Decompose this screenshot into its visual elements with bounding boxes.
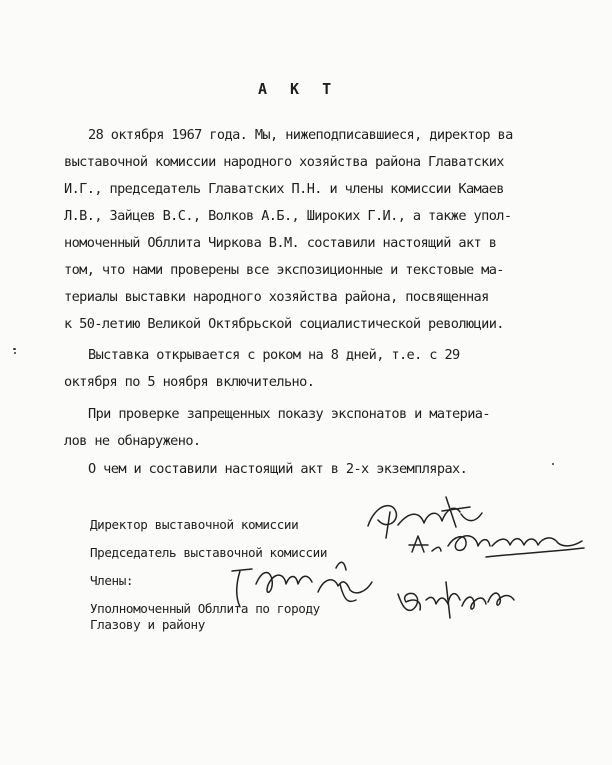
members-label: Члены: xyxy=(90,573,134,588)
body-line-12: лов не обнаружено. xyxy=(64,433,201,449)
director-label: Директор выставочной комиссии xyxy=(90,517,299,532)
scan-speck xyxy=(13,348,16,350)
body-line-10: октября по 5 ноября включительно. xyxy=(64,374,315,390)
commissioner-label-line-1: Уполномоченный Обллита по городу xyxy=(90,601,320,616)
document-title: А К Т xyxy=(258,80,339,98)
scan-speck xyxy=(552,463,554,465)
body-line-13: О чем и составили настоящий акт в 2-х экземплярах. xyxy=(88,461,468,477)
body-line-9: Выставка открывается с роком на 8 дней, т.е. с 29 xyxy=(88,347,460,363)
director-signature xyxy=(368,497,482,538)
body-line-3: И.Г., председатель Главатских П.Н. и члены комиссии Камаев xyxy=(64,181,504,197)
body-line-2: выставочной комиссии народного хозяйства района Главатских xyxy=(64,154,504,170)
body-line-11: При проверке запрещенных показу экспонатов и материа- xyxy=(88,406,490,422)
body-line-4: Л.В., Зайцев В.С., Волков А.Б., Широких Г.И., а также упол- xyxy=(64,208,512,224)
commissioner-signature xyxy=(398,582,514,618)
body-line-1: 28 октября 1967 года. Мы, нижеподписавшиеся, директор ва xyxy=(88,127,513,143)
chairman-label: Председатель выставочной комиссии xyxy=(90,545,328,560)
commissioner-label-line-2: Глазову и району xyxy=(90,617,205,632)
scan-speck xyxy=(14,352,16,354)
body-line-6: том, что нами проверены все экспозиционные и текстовые ма- xyxy=(64,262,504,278)
body-line-7: териалы выставки народного хозяйства района, посвященная xyxy=(64,289,489,305)
body-line-8: к 50-летию Великой Октябрьской социалистической революции. xyxy=(64,316,504,332)
chairman-signature xyxy=(409,536,584,557)
body-line-5: номоченный Обллита Чиркова В.М. составили настоящий акт в xyxy=(64,235,497,251)
